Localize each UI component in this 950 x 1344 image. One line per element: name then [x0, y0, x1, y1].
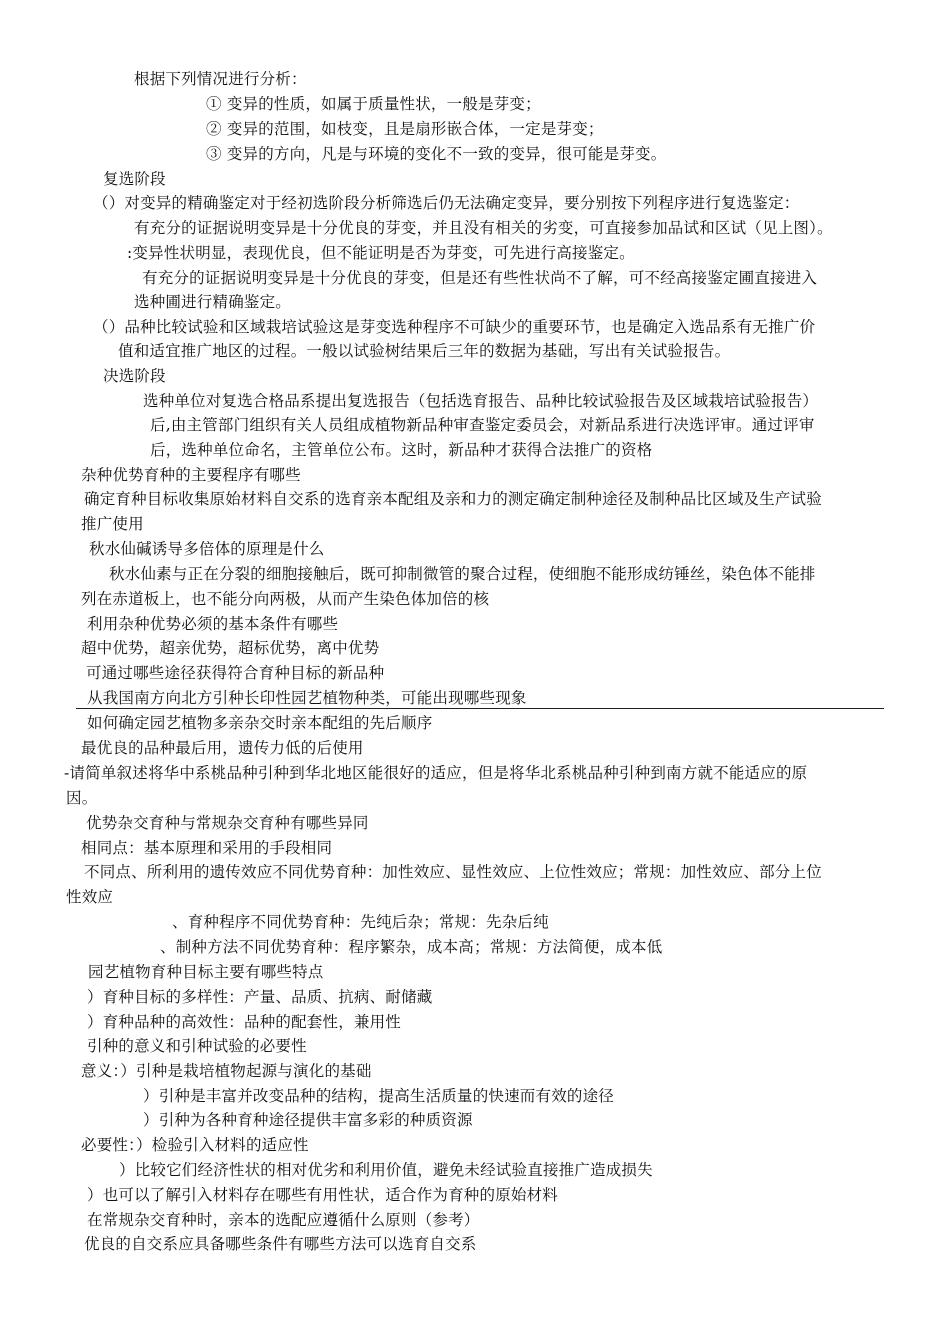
text-line: 后,由主管部门组织有关人员组成植物新品种审查鉴定委员会，对新品系进行决选评审。通过评审 — [150, 416, 815, 434]
question: 园艺植物育种目标主要有哪些特点 — [88, 963, 324, 981]
text-line: （）对变异的精确鉴定对于经初选阶段分析筛选后仍无法确定变异，要分别按下列程序进行复选鉴定： — [93, 194, 800, 212]
text-line: 值和适宜推广地区的过程。一般以试验树结果后三年的数据为基础，写出有关试验报告。 — [118, 342, 731, 360]
text-line: ② 变异的范围，如枝变，且是扇形嵌合体，一定是芽变； — [206, 120, 604, 138]
text-line: 列在赤道板上，也不能分向两极，从而产生染色体加倍的核 — [81, 590, 490, 608]
question: 在常规杂交育种时，亲本的选配应遵循什么原则（参考） — [87, 1211, 480, 1229]
text-line: 相同点：基本原理和采用的手段相同 — [81, 839, 333, 857]
question: 杂种优势育种的主要程序有哪些 — [81, 466, 301, 484]
text-line: 选种圃进行精确鉴定。 — [134, 293, 292, 311]
text-line: ）育种目标的多样性：产量、品质、抗病、耐储藏 — [87, 988, 433, 1006]
text-line: 不同点、所利用的遗传效应不同优势育种：加性效应、显性效应、上位性效应；常规：加性效应、部分上位 — [84, 863, 822, 881]
text-line: 推广使用 — [81, 515, 144, 533]
text-line: 性效应 — [66, 888, 114, 906]
text-line: ③ 变异的方向，凡是与环境的变化不一致的变异，很可能是芽变。 — [206, 145, 667, 163]
text-line: ① 变异的性质，如属于质量性状，一般是芽变； — [206, 95, 541, 113]
text-line: 后，选种单位命名，主管单位公布。这时，新品种才获得合法推广的资格 — [150, 441, 653, 459]
question: -请简单叙述将华中系桃品种引种到华北地区能很好的适应，但是将华北系桃品种引种到南方就不能适应的原 — [64, 764, 808, 782]
question: 从我国南方向北方引种长印性园艺植物种类，可能出现哪些现象 — [87, 689, 527, 707]
text-line: :变异性状明显，表现优良，但不能证明是否为芽变，可先进行高接鉴定。 — [127, 244, 635, 262]
text-line: 超中优势，超亲优势，超标优势，离中优势 — [81, 639, 380, 657]
section-heading: 复选阶段 — [103, 170, 166, 188]
text-line: 必要性：）检验引入材料的适应性 — [81, 1136, 309, 1154]
question: 秋水仙碱诱导多倍体的原理是什么 — [89, 540, 325, 558]
text-line: 、育种程序不同优势育种：先纯后杂；常规：先杂后纯 — [172, 913, 549, 931]
text-line: ）引种为各种育种途径提供丰富多彩的种质资源 — [143, 1111, 473, 1129]
text-line: 最优良的品种最后用，遗传力低的后使用 — [81, 739, 364, 757]
text-line: 意义：）引种是栽培植物起源与演化的基础 — [81, 1062, 372, 1080]
question: 如何确定园艺植物多亲杂交时亲本配组的先后顺序 — [87, 714, 433, 732]
text-line: 因。 — [66, 789, 98, 807]
text-line: 选种单位对复选合格品系提出复选报告（包括选育报告、品种比较试验报告及区域栽培试验报告） — [143, 392, 819, 410]
text-line: ）引种是丰富并改变品种的结构，提高生活质量的快速而有效的途径 — [143, 1087, 615, 1105]
text-line: ）育种品种的高效性：品种的配套性，兼用性 — [87, 1013, 402, 1031]
text-line: ）也可以了解引入材料存在哪些有用性状，适合作为育种的原始材料 — [87, 1186, 559, 1204]
text-line: 有充分的证据说明变异是十分优良的芽变，并且没有相关的劣变，可直接参加品试和区试（见上图）。 — [134, 219, 833, 237]
question: 引种的意义和引种试验的必要性 — [87, 1037, 307, 1055]
text-line: 确定育种目标收集原始材料自交系的选育亲本配组及亲和力的测定确定制种途径及制种品比区域及生产试验 — [84, 490, 822, 508]
text-line: 根据下列情况进行分析： — [134, 70, 307, 88]
text-line: （）品种比较试验和区域栽培试验这是芽变选种程序不可缺少的重要环节，也是确定入选品系有无推广价 — [93, 318, 816, 336]
question: 可通过哪些途径获得符合育种目标的新品种 — [86, 664, 385, 682]
horizontal-rule — [76, 708, 884, 709]
text-line: 秋水仙素与正在分裂的细胞接触后，既可抑制微管的聚合过程，使细胞不能形成纺锤丝，染色体不能排 — [109, 565, 816, 583]
text-line: 有充分的证据说明变异是十分优良的芽变，但是还有些性状尚不了解，可不经高接鉴定圃直接进入 — [142, 269, 818, 287]
question: 优势杂交育种与常规杂交育种有哪些异同 — [86, 814, 369, 832]
question: 优良的自交系应具备哪些条件有哪些方法可以选育自交系 — [84, 1235, 477, 1253]
question: 利用杂种优势必须的基本条件有哪些 — [87, 615, 339, 633]
section-heading: 决选阶段 — [103, 367, 166, 385]
text-line: 、制种方法不同优势育种：程序繁杂，成本高；常规：方法简便，成本低 — [160, 938, 663, 956]
text-line: ）比较它们经济性状的相对优劣和利用价值，避免未经试验直接推广造成损失 — [119, 1161, 653, 1179]
